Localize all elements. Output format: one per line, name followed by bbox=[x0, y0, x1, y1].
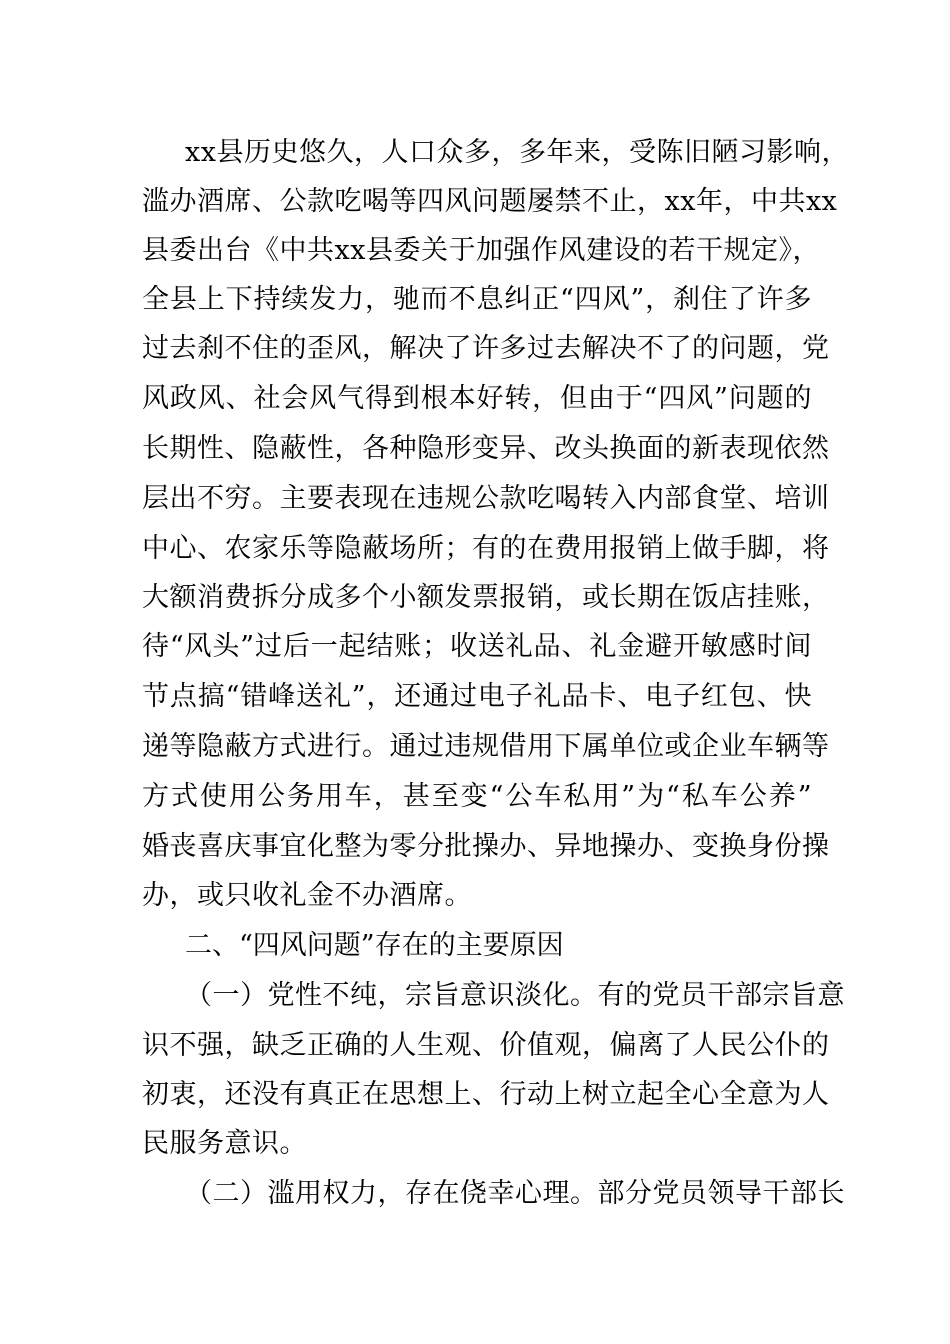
paragraph-line: 县委出台《中共xx县委关于加强作风建设的若干规定》， bbox=[142, 235, 820, 266]
paragraph-line: （一）党性不纯，宗旨意识淡化。有的党员干部宗旨意 bbox=[185, 980, 845, 1011]
paragraph-line: 节点搞“错峰送礼”，还通过电子礼品卡、电子红包、快 bbox=[142, 681, 812, 712]
paragraph-line: xx县历史悠久，人口众多，多年来，受陈旧陋习影响， bbox=[185, 137, 849, 168]
paragraph-line: 过去刹不住的歪风，解决了许多过去解决不了的问题，党 bbox=[142, 333, 830, 364]
paragraph-line: 方式使用公务用车，甚至变“公车私用”为“私车公养” bbox=[142, 781, 812, 812]
paragraph-line: 民服务意识。 bbox=[142, 1128, 307, 1159]
section-heading: 二、“四风问题”存在的主要原因 bbox=[185, 930, 564, 961]
paragraph-line: （二）滥用权力，存在侥幸心理。部分党员领导干部长 bbox=[185, 1178, 845, 1209]
paragraph-line: 全县上下持续发力，驰而不息纠正“四风”，刹住了许多 bbox=[142, 284, 812, 315]
paragraph-line: 办，或只收礼金不办酒席。 bbox=[142, 880, 472, 911]
paragraph-line: 长期性、隐蔽性，各种隐形变异、改头换面的新表现依然 bbox=[142, 433, 830, 464]
paragraph-line: 待“风头”过后一起结账；收送礼品、礼金避开敏感时间 bbox=[142, 631, 812, 662]
paragraph-line: 婚丧喜庆事宜化整为零分批操办、异地操办、变换身份操 bbox=[142, 831, 830, 862]
paragraph-line: 风政风、社会风气得到根本好转，但由于“四风”问题的 bbox=[142, 383, 812, 414]
paragraph-line: 递等隐蔽方式进行。通过违规借用下属单位或企业车辆等 bbox=[142, 731, 830, 762]
paragraph-line: 大额消费拆分成多个小额发票报销，或长期在饭店挂账， bbox=[142, 582, 830, 613]
paragraph-line: 识不强，缺乏正确的人生观、价值观，偏离了人民公仆的 bbox=[142, 1030, 830, 1061]
paragraph-line: 初衷，还没有真正在思想上、行动上树立起全心全意为人 bbox=[142, 1079, 830, 1110]
paragraph-line: 层出不穷。主要表现在违规公款吃喝转入内部食堂、培训 bbox=[142, 483, 830, 514]
paragraph-line: 中心、农家乐等隐蔽场所；有的在费用报销上做手脚，将 bbox=[142, 533, 830, 564]
paragraph-line: 滥办酒席、公款吃喝等四风问题屡禁不止，xx年，中共xx bbox=[142, 186, 838, 217]
